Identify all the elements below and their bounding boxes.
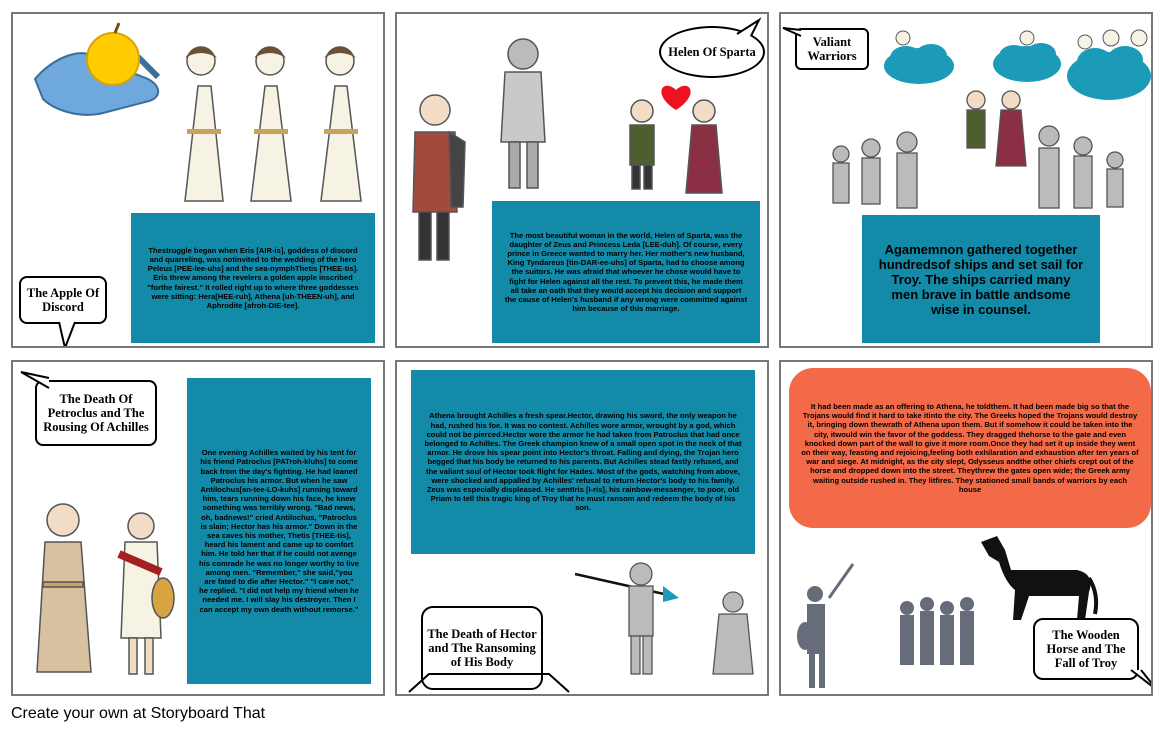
narration-text: The most beautiful woman in the world, Helen of Sparta, was the daughter of Zeus and Princess Leda [LEE-duh]. Of course, every prince in Greece wanted to marry her. Her mother's new husband, King Tyndareus [tin-DAR-ee-uhs] of Sparta, had to choose among the suitors. He was afraid that whoever he chose would have to fight for Helen against all the rest. To prevent this, he made them all take an oath that they would accept his decision and support the cause of Helen's husband if any wrong were committed against him because of this marriage. bbox=[504, 230, 748, 314]
speech-bubble bbox=[659, 26, 765, 78]
duel-illustration bbox=[573, 556, 763, 686]
panel-6 bbox=[779, 360, 1153, 696]
apple-icon bbox=[87, 33, 139, 85]
panel-3 bbox=[779, 12, 1153, 348]
cloud-icon bbox=[993, 43, 1061, 82]
narration-box bbox=[492, 201, 760, 343]
narration-text: Athena brought Achilles a fresh spear.Hector, drawing his sword, the only weapon he had, rushed his foe. It was no contest. Achilles wore armor, wrought by a god, which could not be pierced.Hector wore the armor he had taken from Patroclus that had once belonged to Achilles. The Greek champion knew of a small open spot in the neck of that armor. He drove his spear point into Hector's throat. Falling and dying, the Trojan hero begged that his body be returned to his parents. But Achilles stead fastly refused, and the valiant soul of Hector took flight for Hades. Most of the gods, watching from above, were shocked and appalled by Achilles' refusal to return Hector's body to his family. Zeus was especially displeased. He sentIris [I-ris], his rainbow-messenger, to poor, old Priam to tell this tragic king of Troy that he must ransom and redeem the body of his son. bbox=[424, 411, 742, 513]
speech-bubble bbox=[795, 28, 869, 70]
bubble-text: Valiant Warriors bbox=[807, 35, 857, 63]
speech-bubble bbox=[421, 606, 543, 690]
panel-4 bbox=[11, 360, 385, 696]
greek-army-illustration bbox=[787, 558, 987, 696]
bubble-text: The Death of Hector and The Ransoming of His Body bbox=[427, 627, 537, 669]
speech-bubble bbox=[19, 276, 107, 324]
panel-1 bbox=[11, 12, 385, 348]
warriors-illustration bbox=[821, 86, 1141, 216]
narration-box bbox=[411, 370, 755, 554]
bubble-text: The Apple Of Discord bbox=[26, 286, 100, 314]
footer-caption[interactable]: Create your own at Storyboard That bbox=[11, 705, 266, 722]
narration-box bbox=[187, 378, 371, 684]
goddesses-illustration bbox=[173, 26, 385, 211]
narration-text: Agamemnon gathered together hundredsof ships and set sail for Troy. The ships carried many men brave in battle andsome wise in counsel. bbox=[878, 241, 1084, 317]
achilles-thetis-illustration bbox=[33, 498, 183, 688]
narration-text: It had been made as an offering to Athena, he toldthem. It had been made big so that the Trojans would find it hard to take itinto the city. The Greeks hoped the Trojans would destroy it, bringing down thewrath of Athena upon them. But if somehow it could be taken into the city, itwould win the favor of the goddess. They dragged thehorse to the gate and even knocked down part of the wall to give it more room.Once they had set it up inside they went on their way, feasting and rejoicing,feeling both exhilaration and exhaustion after ten years of war and siege. At midnight, as the city slept, Odysseus andthe other chiefs crept out of the horse and dropped down into the street. Theythrew the gates open wide; the Greek army waiting outside rushed in. They litfires. They stationed small bands of warriors by each house bbox=[801, 401, 1139, 494]
panel-5 bbox=[395, 360, 769, 696]
bubble-text: The Death Of Petroclus and The Rousing Of Achilles bbox=[43, 392, 149, 434]
hand-with-apple-illustration bbox=[23, 17, 183, 127]
bubble-text: The Wooden Horse and The Fall of Troy bbox=[1046, 628, 1126, 670]
speech-bubble bbox=[35, 380, 157, 446]
narration-text: Thestruggle began when Eris [AIR-is], goddess of discord and quarreling, was notinvited to the wedding of the hero Peleus [PEE-lee-uhs] and the sea-nymphThetis [THEE-tis]. Eris threw among the revelers a golden apple inscribed "forthe fairest." It rolled right up to where three goddesses were sitting: Hera[HEE-ruh], Athena [uh-THEEN-uh], and Aphrodite [afroh-DIE-tee]. bbox=[147, 245, 359, 310]
narration-box bbox=[862, 215, 1100, 343]
narration-text: One evening Achilles waited by his tent for his friend Patroclus [PATroh-kluhs] to come back from the day's fighting. He had loaned Patroclus his armor. But when he saw Antilochus[an-tee-LO-kuhs] running toward him, tears running down his face, he knew something was terribly wrong. "Bad news, oh, badnews!" cried Antilochus, "Patroclus is slain; Hector has his armor." Down in the sea caves his mother, Thetis [THEE-tis], heard his lament and came up to comfort him. He told her that if he could not avenge his comrade he was no longer worthy to live among men. "Remember," she said,"you are fated to die after Hector." "I care not," he replied. "I did not help my friend when he needed me. I will slay his destroyer. Then I can accept my own death without remorse." bbox=[199, 448, 359, 614]
panel-2 bbox=[395, 12, 769, 348]
horse-icon bbox=[971, 534, 1101, 624]
cloud-icon bbox=[884, 44, 954, 84]
speech-bubble bbox=[1033, 618, 1139, 680]
narration-box bbox=[789, 368, 1151, 528]
bubble-text: Helen Of Sparta bbox=[668, 45, 756, 59]
narration-box bbox=[131, 213, 375, 343]
heart-icon bbox=[659, 82, 693, 112]
